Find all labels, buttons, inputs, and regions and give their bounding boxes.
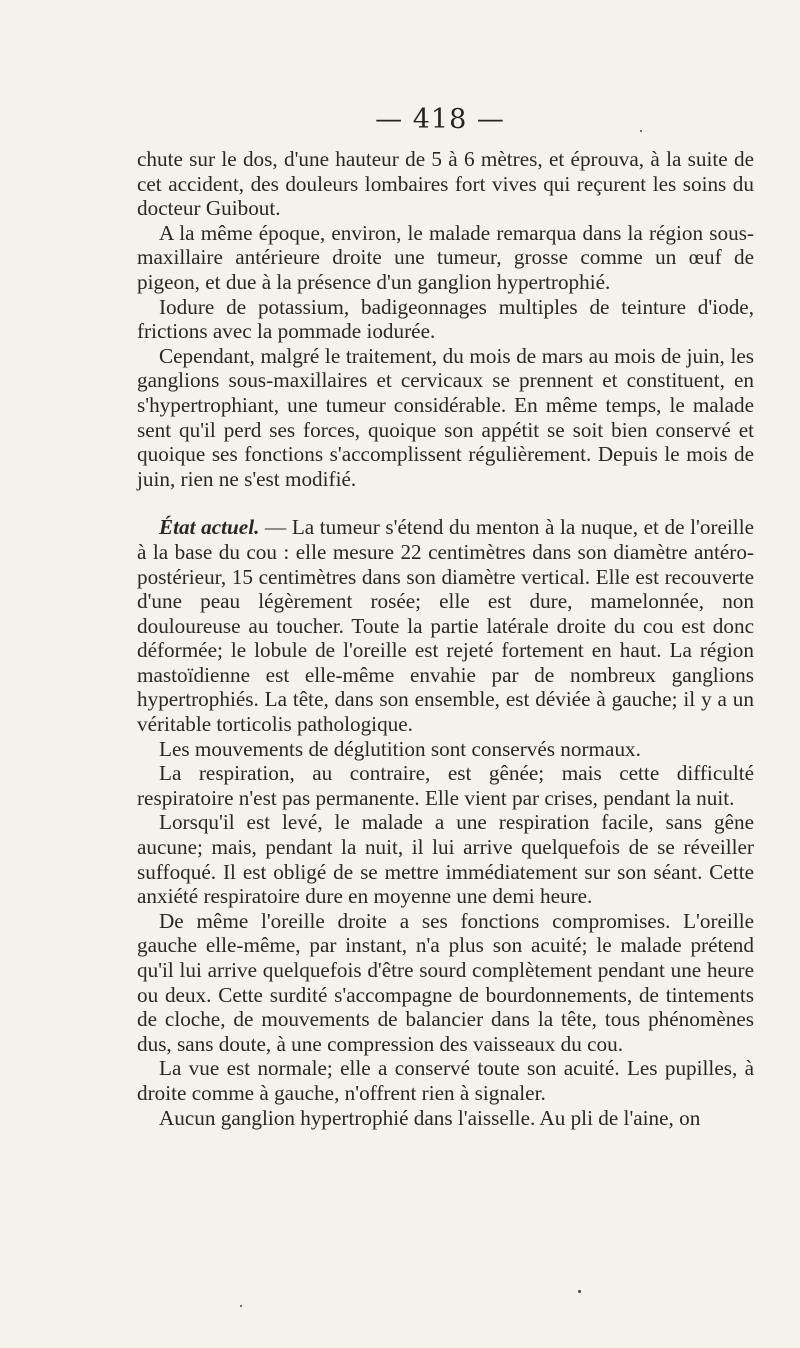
paragraph: Aucun ganglion hypertrophié dans l'aisselle. Au pli de l'aine, on (159, 1105, 701, 1130)
paragraph: De même l'oreille droite a ses fonctions compromises. L'oreille gauche elle-même, par instant, n'a plus son acuité; le malade prétend qu'il lui arrive quelquefois d'être sourd complètement pendant une heure ou deux. Cette surdité s'accompagne de bourdonnements, de tintements de cloche, de mouvements de balancier dans la tête, tous phénomènes dus, sans doute, à une compression des vaisseaux du cou. (137, 908, 754, 1056)
paragraph: La vue est normale; elle a conservé toute son acuité. Les pupilles, à droite comme à gauche, n'offrent rien à signaler. (137, 1056, 754, 1105)
paragraph: La respiration, au contraire, est gênée; mais cette difficulté respiratoire n'est pas permanente. Elle vient par crises, pendant la nuit. (137, 761, 754, 810)
page-number: — 418 — (375, 104, 505, 135)
ink-speck (578, 1290, 581, 1293)
paragraph: Iodure de potassium, badigeonnages multiples de teinture d'iode, frictions avec la pommade iodurée. (137, 294, 754, 344)
paragraph: Lorsqu'il est levé, le malade a une respiration facile, sans gêne aucune; mais, pendant la nuit, il lui arrive quelquefois de se réveiller suffoqué. Il est obligé de se mettre immédiatement sur son séant. Cette anxiété respiratoire dure en moyenne une demi heure. (137, 810, 754, 909)
paragraph-text: — La tumeur s'étend du menton à la nuque, et de l'oreille à la base du cou : elle mesure 22 centimètres dans son diamètre antéro-postérieur, 15 centimètres dans son diamètre vertical. Elle est recouverte d'une peau légèrement rosée; elle est dure, mamelonnée, non douloureuse au toucher. Toute la partie latérale droite du cou est donc déformée; le lobule de l'oreille est rejeté fortement en haut. La région mastoïdienne est elle-même envahie par de nombreux ganglions hypertrophiés. La tête, dans son ensemble, est déviée à gauche; il y a un véritable torticolis pathologique. (137, 515, 754, 737)
ink-speck (640, 130, 642, 132)
paragraph: A la même époque, environ, le malade remarqua dans la région sous-maxillaire antérieure droite une tumeur, grosse comme un œuf de pigeon, et due à la présence d'un ganglion hypertrophié. (137, 220, 754, 294)
paragraph: Les mouvements de déglutition sont conservés normaux. (159, 736, 641, 761)
paragraph: Cependant, malgré le traitement, du mois de mars au mois de juin, les ganglions sous-maxillaires et cervicaux se prennent et constituent, en s'hypertrophiant, une tumeur considérable. En même temps, le malade sent qu'il perd ses forces, quoique son appétit se soit bien conservé et quoique ses fonctions s'accomplissent régulièrement. Depuis le mois de juin, rien ne s'est modifié. (137, 343, 754, 491)
paragraph-etat-actuel (137, 515, 754, 736)
paragraph-continuation: chute sur le dos, d'une hauteur de 5 à 6 mètres, et éprouva, à la suite de cet accident, des douleurs lombaires fort vives qui reçurent les soins du docteur Guibout. (137, 147, 754, 221)
section-heading: État actuel. (159, 515, 260, 540)
ink-speck (240, 1305, 242, 1307)
body-text (137, 147, 754, 1130)
